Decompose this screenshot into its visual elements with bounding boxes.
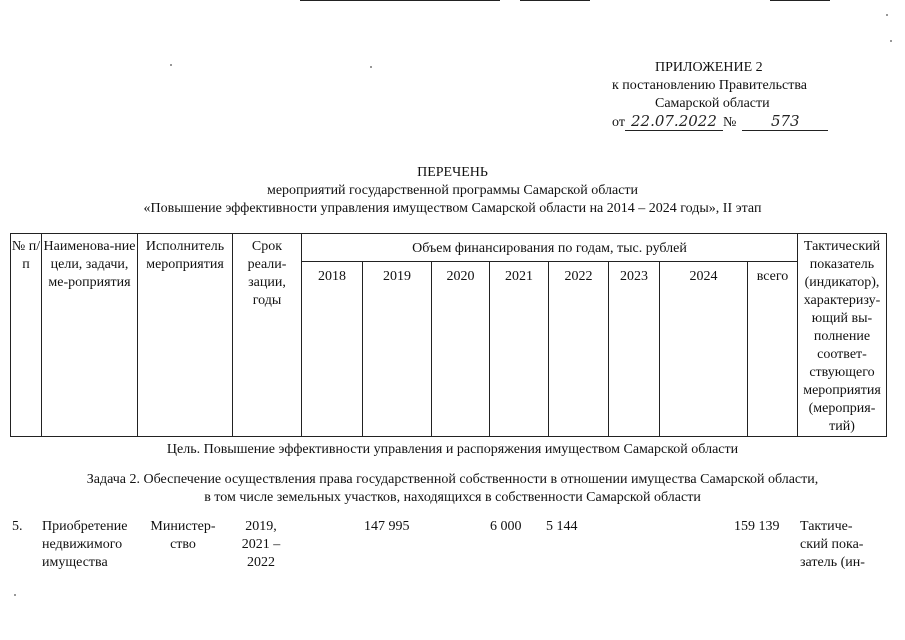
year-2018: 2018 bbox=[302, 262, 363, 437]
year-2024: 2024 bbox=[660, 262, 748, 437]
scan-speck bbox=[14, 594, 16, 596]
row-name: Приобретение недвижимого имущества bbox=[42, 519, 128, 570]
row-term: 2019, 2021 – 2022 bbox=[241, 519, 281, 570]
number-sign: № bbox=[722, 115, 737, 130]
col-header-number: № п/п bbox=[11, 234, 42, 437]
scan-speck bbox=[370, 66, 372, 68]
program-name: «Повышение эффективности управления имуществом Самарской области на 2014 – 2024 годы», II этап bbox=[143, 201, 762, 216]
appendix-date-line bbox=[612, 112, 842, 131]
col-header-term: Срок реали-зации, годы bbox=[233, 234, 302, 437]
scan-edge-line bbox=[520, 0, 590, 1]
year-2022: 2022 bbox=[549, 262, 609, 437]
col-header-funding: Объем финансирования по годам, тыс. рублей bbox=[302, 234, 798, 262]
task-line2: в том числе земельных участков, находящихся в собственности Самарской области bbox=[204, 490, 701, 505]
date-prefix: от bbox=[612, 115, 625, 130]
year-2020: 2020 bbox=[432, 262, 490, 437]
document-subtitle: мероприятий государственной программы Самарской области bbox=[266, 183, 639, 198]
handwritten-number: 573 bbox=[742, 112, 828, 131]
task-line1: Задача 2. Обеспечение осуществления права государственной собственности в отношении имущества Самарской области, bbox=[86, 472, 819, 487]
scan-edge-line bbox=[300, 0, 500, 1]
appendix-title: ПРИЛОЖЕНИЕ 2 bbox=[655, 60, 763, 75]
col-header-executor: Исполнитель мероприятия bbox=[138, 234, 233, 437]
goal-text: Цель. Повышение эффективности управления и распоряжения имуществом Самарской области bbox=[166, 442, 739, 457]
year-2021: 2021 bbox=[490, 262, 549, 437]
handwritten-date: 22.07.2022 bbox=[625, 112, 723, 131]
year-total: всего bbox=[748, 262, 798, 437]
row-value-2019: 147 995 bbox=[364, 519, 410, 534]
scan-speck bbox=[890, 40, 892, 42]
year-2023: 2023 bbox=[609, 262, 660, 437]
header-table bbox=[10, 233, 887, 437]
row-number: 5. bbox=[12, 519, 23, 534]
scan-edge-line bbox=[770, 0, 830, 1]
row-value-2022: 5 144 bbox=[546, 519, 578, 534]
row-value-total: 159 139 bbox=[734, 519, 780, 534]
col-header-name: Наименова-ние цели, задачи, ме-роприятия bbox=[42, 234, 138, 437]
appendix-line2: Самарской области bbox=[655, 96, 770, 111]
scan-speck bbox=[886, 14, 888, 16]
row-value-2021: 6 000 bbox=[490, 519, 522, 534]
appendix-line1: к постановлению Правительства bbox=[612, 78, 808, 93]
document-title: ПЕРЕЧЕНЬ bbox=[417, 165, 488, 180]
scan-speck bbox=[170, 64, 172, 66]
row-executor: Министер-ство bbox=[150, 519, 216, 552]
col-header-indicator: Тактический показатель (индикатор), характеризу-ющий вы-полнение соответ-ствующего мероприятия (мероприя-тий) bbox=[798, 234, 887, 437]
year-2019: 2019 bbox=[363, 262, 432, 437]
row-indicator: Тактиче-ский пока-затель (ин- bbox=[800, 519, 865, 570]
